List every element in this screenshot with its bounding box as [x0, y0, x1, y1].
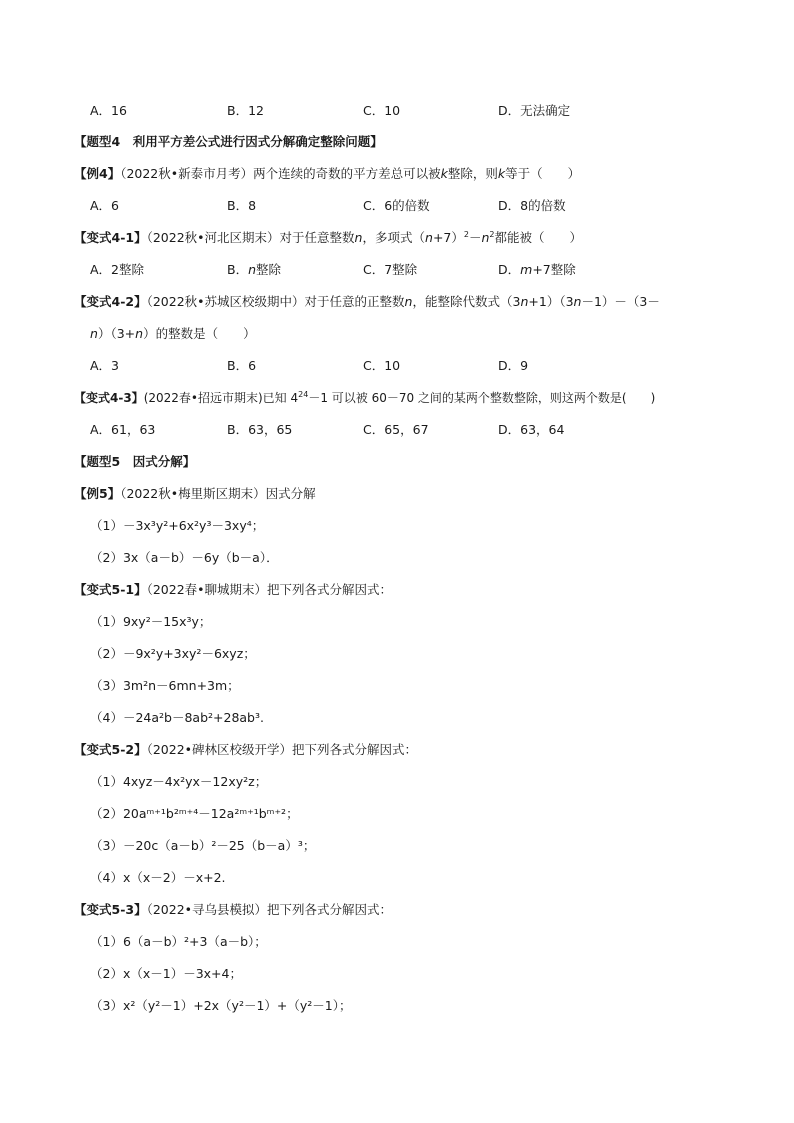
option-c: C．10 — [363, 103, 401, 118]
sub-item: （4）－24a²b－8ab²+28ab³. — [90, 710, 264, 725]
variable: n — [90, 326, 98, 341]
option-d: D．63，64 — [498, 422, 565, 437]
variable: n — [404, 294, 413, 309]
variable: n — [354, 230, 363, 245]
question-source: （2022•碑林区校级开学） — [146, 742, 293, 757]
question-label: 【变式4-1】 — [74, 230, 147, 245]
exponent: 2 — [463, 230, 469, 239]
option-b: B．63，65 — [227, 422, 293, 437]
sub-item: （2）－9x²y+3xy²－6xyz； — [90, 646, 256, 661]
sub-item: （1）9xy²－15x³y； — [90, 614, 212, 629]
variant-4-3-question — [74, 389, 655, 407]
variant-4-1-question — [74, 229, 582, 247]
question-text: 因式分解 — [265, 486, 316, 501]
variable: k — [440, 166, 448, 181]
sub-item: （1）4xyz－4x²yx－12xy²z； — [90, 774, 268, 789]
variable: n — [135, 326, 144, 341]
sub-item: （1）－3x³y²+6x²y³－3xy⁴； — [90, 518, 265, 533]
sub-item: （3）x²（y²－1）+2x（y²－1）+（y²－1）； — [90, 998, 352, 1013]
variable: n — [425, 230, 433, 245]
option-c: C．7整除 — [363, 262, 418, 277]
option-b: B．8 — [227, 198, 257, 213]
exponent: 2 — [489, 230, 495, 239]
exponent: 24 — [298, 390, 309, 399]
question-label: 【变式5-1】 — [74, 582, 147, 597]
question-text: 整除，则 — [447, 166, 498, 181]
option-d: D．8的倍数 — [498, 198, 566, 213]
option-a: A．3 — [90, 358, 120, 373]
question-source: （2022秋•河北区期末） — [146, 230, 280, 245]
sub-item: （3）－20c（a－b）²－25（b－a）³； — [90, 838, 316, 853]
variable: n — [573, 294, 582, 309]
question-text: 把下列各式分解因式： — [292, 742, 418, 757]
question-text: 都能被（ ） — [494, 230, 583, 245]
question-label: 【例4】 — [74, 166, 121, 181]
option-a: A．61，63 — [90, 422, 156, 437]
option-c: C．65，67 — [363, 422, 429, 437]
variable: n — [520, 294, 529, 309]
question-source: (2022春•招远市期末) — [143, 391, 263, 405]
variant-5-1-question — [74, 581, 392, 599]
sub-item: （2）20aᵐ⁺¹b²ᵐ⁺⁴－12a²ᵐ⁺¹bᵐ⁺²； — [90, 806, 299, 821]
question-text: 对于任意的正整数 — [304, 294, 405, 309]
sub-item: （4）x（x－2）－x+2. — [90, 870, 226, 885]
variable: k — [497, 166, 506, 181]
example-4-question — [74, 165, 580, 183]
option-a: A．16 — [90, 103, 127, 118]
question-text: － — [468, 230, 482, 245]
variant-4-2-question-cont — [90, 325, 256, 343]
section-heading-type4: 【题型4 利用平方差公式进行因式分解确定整除问题】 — [74, 134, 383, 149]
question-source: （2022•寻乌县模拟） — [146, 902, 268, 917]
sub-item: （2）3x（a－b）－6y（b－a）． — [90, 550, 279, 565]
question-text: ，能整除代数式（3 — [412, 294, 521, 309]
option-b: B．12 — [227, 103, 264, 118]
variant-5-3-question — [74, 901, 392, 919]
question-label: 【变式5-2】 — [74, 742, 147, 757]
question-text: ）的整数是（ ） — [143, 326, 256, 341]
question-source: （2022秋•苏城区校级期中） — [146, 294, 305, 309]
variant-4-2-question — [74, 293, 660, 311]
question-text: +1）（3 — [528, 294, 574, 309]
option-b: B．n整除 — [227, 262, 282, 277]
option-d: D．无法确定 — [498, 103, 571, 118]
question-source: （2022秋•新泰市月考） — [120, 166, 254, 181]
question-text: －1 可以被 60－70 之间的某两个整数整除，则这两个数是( ) — [308, 391, 656, 405]
section-heading-type5: 【题型5 因式分解】 — [74, 454, 196, 469]
question-label: 【变式5-3】 — [74, 902, 147, 917]
question-text: ）（3+ — [97, 326, 136, 341]
variant-5-2-question — [74, 741, 417, 759]
question-text: +7） — [432, 230, 464, 245]
sub-item: （2）x（x－1）－3x+4； — [90, 966, 242, 981]
option-a: A．6 — [90, 198, 120, 213]
question-text: 把下列各式分解因式： — [267, 582, 393, 597]
sub-item: （3）3m²n－6mn+3m； — [90, 678, 240, 693]
question-text: 把下列各式分解因式： — [267, 902, 393, 917]
option-b: B．6 — [227, 358, 257, 373]
question-label: 【变式4-3】 — [74, 391, 144, 405]
question-label: 【例5】 — [74, 486, 121, 501]
variable: n — [481, 230, 490, 245]
option-d: D．m+7整除 — [498, 262, 576, 277]
question-text: ，多项式（ — [362, 230, 425, 245]
sub-item: （1）6（a－b）²+3（a－b）； — [90, 934, 267, 949]
option-d: D．9 — [498, 358, 529, 373]
question-label: 【变式4-2】 — [74, 294, 147, 309]
question-text: －1）－（3－ — [581, 294, 660, 309]
question-source: （2022秋•梅里斯区期末） — [120, 486, 266, 501]
option-c: C．10 — [363, 358, 401, 373]
example-5-question — [74, 485, 316, 503]
question-text: 已知 4 — [262, 391, 299, 405]
option-a: A．2整除 — [90, 262, 145, 277]
question-text: 对于任意整数 — [279, 230, 355, 245]
question-text: 等于（ ） — [505, 166, 581, 181]
option-c: C．6的倍数 — [363, 198, 430, 213]
question-text: 两个连续的奇数的平方差总可以被 — [253, 166, 441, 181]
question-source: （2022春•聊城期末） — [146, 582, 268, 597]
